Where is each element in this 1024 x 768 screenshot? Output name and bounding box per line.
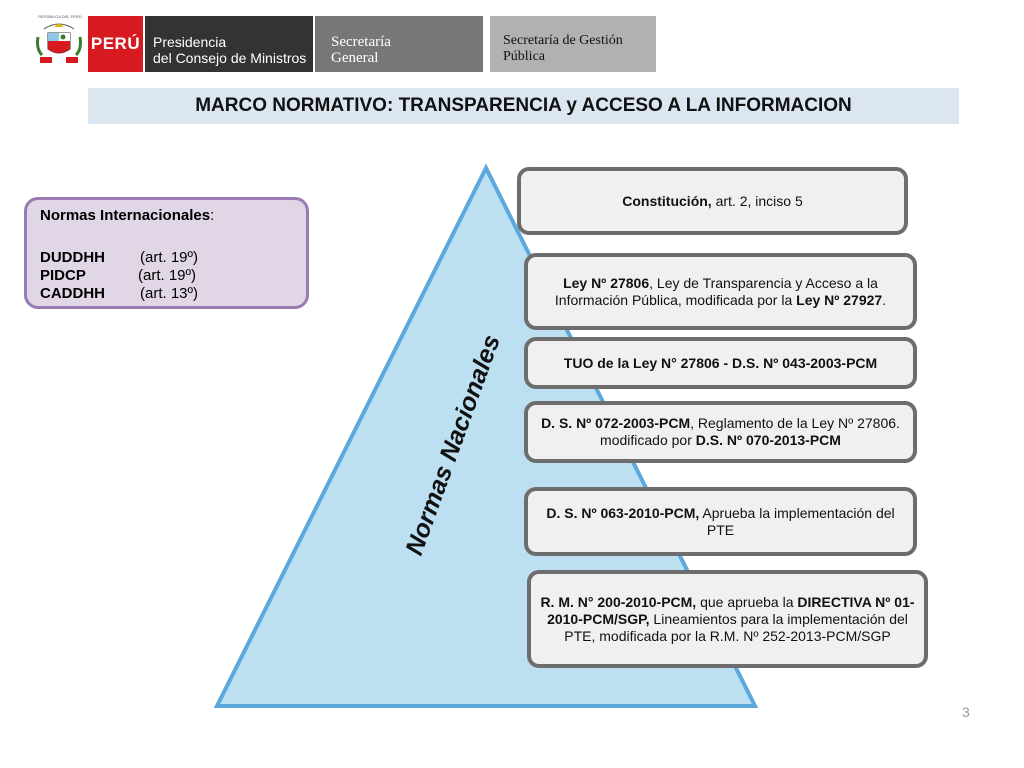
norm-text: D. S. Nº 063-2010-PCM, Aprueba la implementación del PTE xyxy=(546,504,895,538)
treaty-name: PIDCP xyxy=(40,267,86,284)
pcm-name-line2: del Consejo de Ministros xyxy=(153,50,307,66)
norm-box-constitucion xyxy=(517,167,908,235)
norm-text: Ley Nº 27806, Ley de Transparencia y Acceso a la Información Pública, modificada por la Ley Nº 27927. xyxy=(554,274,887,308)
norm-box-rm-200-2010 xyxy=(527,570,928,668)
crest-caption: REPÚBLICA DEL PERÚ xyxy=(38,14,82,19)
pyramid-label: Normas Nacionales xyxy=(400,331,506,559)
treaty-name: CADDHH xyxy=(40,285,105,302)
secretaria-gestion-publica-line1: Secretaría de Gestión xyxy=(503,33,623,48)
treaty-article: (art. 13º) xyxy=(140,285,198,302)
treaty-article: (art. 19º) xyxy=(140,249,198,266)
international-norms-heading-text: Normas Internacionales xyxy=(40,207,211,224)
norm-box-tuo xyxy=(524,337,917,389)
norm-box-ley-27806 xyxy=(524,253,917,330)
treaty-article: (art. 19º) xyxy=(138,267,196,284)
norm-text: D. S. Nº 072-2003-PCM, Reglamento de la Ley Nº 27806. modificado por D.S. Nº 070-2013-PCM xyxy=(541,415,900,448)
international-norms-heading-colon: : xyxy=(210,207,215,224)
pcm-name-line1: Presidencia xyxy=(153,34,227,50)
secretaria-general-line2: General xyxy=(331,50,379,66)
secretaria-general-line1: Secretaría xyxy=(331,34,391,50)
norm-box-ds-063-2010 xyxy=(524,487,917,556)
slide-title: MARCO NORMATIVO: TRANSPARENCIA y ACCESO A LA INFORMACION xyxy=(195,95,852,116)
secretaria-gestion-publica-line2: Pública xyxy=(503,49,545,64)
norm-text: Constitución, art. 2, inciso 5 xyxy=(622,192,803,209)
norm-box-ds-072-2003 xyxy=(524,401,917,463)
page-number: 3 xyxy=(962,704,970,720)
norm-text: TUO de la Ley N° 27806 - D.S. Nº 043-2003-PCM xyxy=(563,354,878,371)
treaty-name: DUDDHH xyxy=(40,249,105,266)
norm-text: R. M. N° 200-2010-PCM, que aprueba la DIRECTIVA Nº 01-2010-PCM/SGP, Lineamientos para la implementación del PTE, modificada por la R.M. Nº 252-2013-PCM/SGP xyxy=(540,593,915,644)
peru-brand-text: PERÚ xyxy=(90,34,141,53)
